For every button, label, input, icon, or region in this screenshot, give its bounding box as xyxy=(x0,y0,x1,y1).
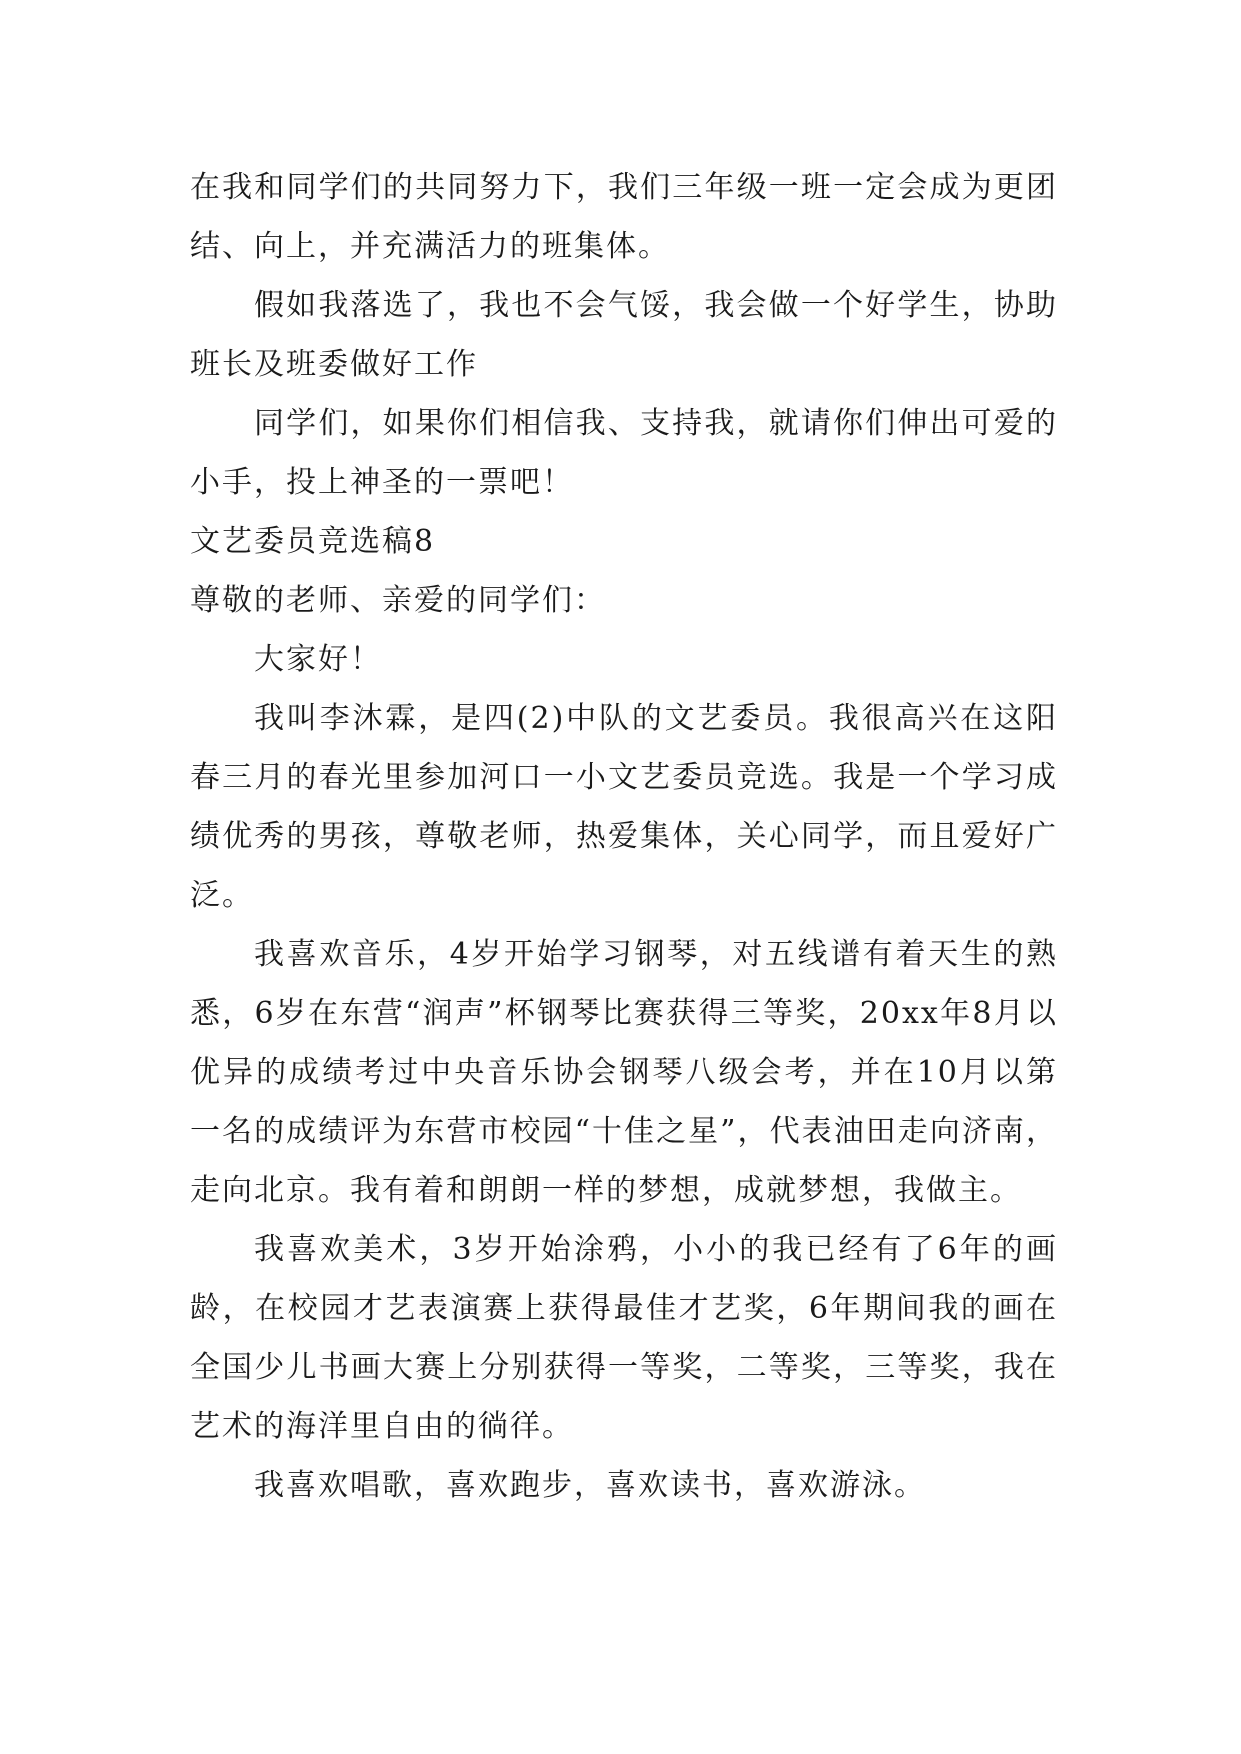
section-title: 文艺委员竞选稿8 xyxy=(190,524,436,559)
paragraph-art: 我喜欢美术，3岁开始涂鸦，小小的我已经有了6年的画龄，在校园才艺表演赛上获得最佳才艺奖，6年期间我的画在全国少儿书画大赛上分别获得一等奖，二等奖，三等奖，我在艺术的海洋里自由的徜徉。 xyxy=(190,1232,1058,1444)
paragraph-intro: 我叫李沐霖，是四(2)中队的文艺委员。我很高兴在这阳春三月的春光里参加河口一小文艺委员竞选。我是一个学习成绩优秀的男孩，尊敬老师，热爱集体，关心同学，而且爱好广泛。 xyxy=(190,701,1058,913)
paragraph-hobbies: 我喜欢唱歌，喜欢跑步，喜欢读书，喜欢游泳。 xyxy=(254,1468,926,1503)
paragraph-music: 我喜欢音乐，4岁开始学习钢琴，对五线谱有着天生的熟悉，6岁在东营“润声”杯钢琴比赛获得三等奖，20xx年8月以优异的成绩考过中央音乐协会钢琴八级会考，并在10月以第一名的成绩评为东营市校园“十佳之星”，代表油田走向济南，走向北京。我有着和朗朗一样的梦想，成就梦想，我做主。 xyxy=(190,937,1058,1208)
paragraph-2: 假如我落选了，我也不会气馁，我会做一个好学生，协助班长及班委做好工作 xyxy=(190,288,1058,382)
paragraph-3: 同学们，如果你们相信我、支持我，就请你们伸出可爱的小手，投上神圣的一票吧！ xyxy=(190,406,1058,500)
paragraph-1: 在我和同学们的共同努力下，我们三年级一班一定会成为更团结、向上，并充满活力的班集体。 xyxy=(190,170,1058,264)
salutation: 尊敬的老师、亲爱的同学们： xyxy=(190,583,606,618)
greeting: 大家好！ xyxy=(254,642,382,677)
document-body xyxy=(190,158,1058,1515)
